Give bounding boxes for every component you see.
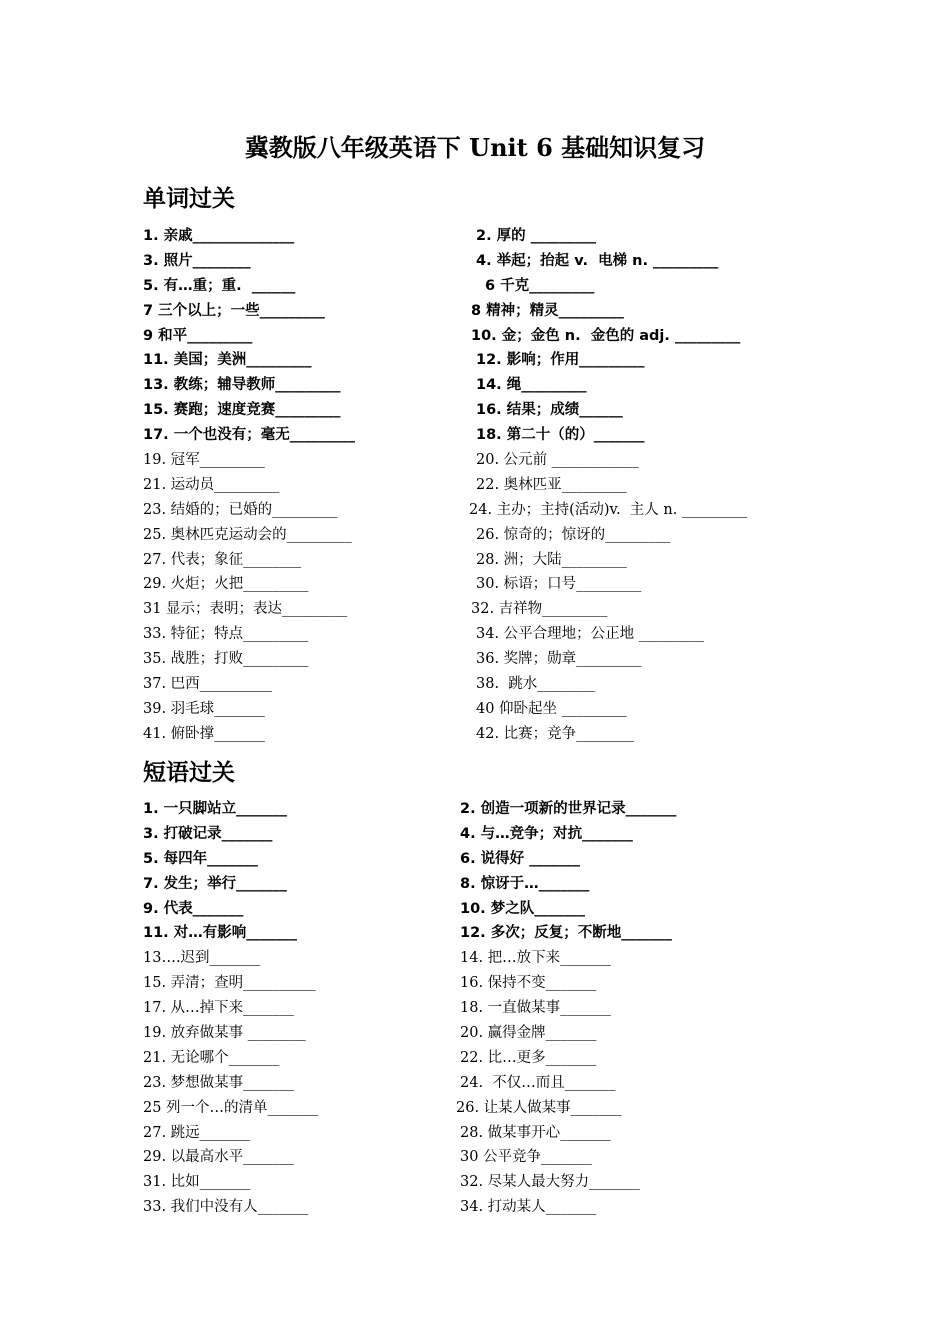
phrase-item: 4. 与…竞争；对抗_______ — [460, 825, 633, 842]
vocab-item: 15. 赛跑；速度竞赛_________ — [143, 402, 341, 419]
vocab-item: 20. 公元前 ____________ — [476, 452, 639, 469]
page-title: 冀教版八年级英语下 Unit 6 基础知识复习 — [244, 133, 706, 162]
vocab-item: 6 千克_________ — [485, 277, 595, 294]
section-heading-phrases: 短语过关 — [143, 759, 235, 786]
phrase-item: 12. 多次；反复；不断地_______ — [460, 925, 672, 942]
vocab-item: 30. 标语；口号_________ — [476, 576, 642, 593]
vocab-item: 3. 照片________ — [143, 252, 251, 269]
phrase-item: 22. 比…更多_______ — [460, 1049, 597, 1066]
vocab-item: 28. 洲；大陆_________ — [476, 551, 627, 568]
section-heading-vocabulary: 单词过关 — [143, 185, 235, 212]
vocab-item: 13. 教练；辅导教师_________ — [143, 377, 341, 394]
vocab-item: 10. 金；金色 n. 金色的 adj. _________ — [471, 327, 741, 344]
phrase-item: 15. 弄清；查明__________ — [143, 975, 316, 992]
phrase-item: 14. 把…放下来_______ — [460, 950, 611, 967]
phrase-item: 25 列一个…的清单_______ — [143, 1099, 319, 1116]
phrase-item: 18. 一直做某事_______ — [460, 1000, 611, 1017]
phrase-item: 31. 比如_______ — [143, 1174, 251, 1191]
vocab-item: 31 显示；表明；表达_________ — [143, 601, 348, 618]
vocab-item: 21. 运动员_________ — [143, 476, 280, 493]
vocab-item: 11. 美国；美洲_________ — [143, 352, 312, 369]
vocab-item: 36. 奖牌；勋章_________ — [476, 651, 642, 668]
vocab-item: 42. 比赛；竞争________ — [476, 725, 635, 742]
phrase-item: 10. 梦之队_______ — [460, 900, 585, 917]
phrase-item: 3. 打破记录_______ — [143, 825, 273, 842]
phrase-item: 27. 跳远_______ — [143, 1124, 251, 1141]
vocab-item: 8 精神；精灵_________ — [471, 302, 624, 319]
vocab-item: 39. 羽毛球_______ — [143, 700, 265, 717]
phrase-item: 8. 惊讶于…_______ — [460, 875, 590, 892]
vocab-item: 37. 巴西__________ — [143, 676, 273, 693]
vocab-item: 17. 一个也没有；毫无_________ — [143, 427, 355, 444]
phrase-item: 1. 一只脚站立_______ — [143, 801, 287, 817]
phrase-item: 23. 梦想做某事_______ — [143, 1074, 294, 1091]
phrase-item: 29. 以最高水平_______ — [143, 1149, 294, 1166]
vocab-item: 23. 结婚的；已婚的_________ — [143, 501, 338, 518]
vocab-item: 40 仰卧起坐 _________ — [476, 700, 627, 717]
vocab-item: 35. 战胜；打败_________ — [143, 651, 309, 668]
vocab-item: 33. 特征；特点_________ — [143, 626, 309, 643]
phrase-item: 21. 无论哪个_______ — [143, 1049, 280, 1066]
phrase-item: 24. 不仅…而且_______ — [460, 1074, 616, 1091]
phrase-item: 19. 放弃做某事 ________ — [143, 1025, 306, 1042]
phrase-item: 5. 每四年_______ — [143, 850, 258, 867]
phrase-item: 16. 保持不变_______ — [460, 975, 597, 992]
vocab-item: 29. 火炬；火把_________ — [143, 576, 309, 593]
phrase-item: 6. 说得好 _______ — [460, 850, 580, 867]
vocab-item: 2. 厚的 _________ — [476, 228, 596, 244]
phrase-item: 13….迟到_______ — [143, 950, 261, 967]
vocab-item: 18. 第二十（的）_______ — [476, 427, 645, 444]
phrases-list — [143, 797, 833, 1220]
phrase-item: 2. 创造一项新的世界记录_______ — [460, 801, 677, 817]
phrase-item: 17. 从…掉下来_______ — [143, 1000, 294, 1017]
vocab-item: 16. 结果；成绩______ — [476, 402, 623, 419]
vocab-item: 41. 俯卧撑_______ — [143, 725, 265, 742]
vocab-item: 27. 代表；象征________ — [143, 551, 302, 568]
vocab-item: 12. 影响；作用_________ — [476, 352, 645, 369]
phrase-item: 28. 做某事开心_______ — [460, 1124, 611, 1141]
phrase-item: 26. 让某人做某事_______ — [456, 1099, 622, 1116]
vocabulary-list — [143, 224, 833, 747]
phrase-item: 9. 代表_______ — [143, 900, 244, 917]
phrase-item: 33. 我们中没有人_______ — [143, 1199, 309, 1216]
vocab-item: 1. 亲戚______________ — [143, 228, 295, 244]
vocab-item: 7 三个以上；一些_________ — [143, 302, 325, 319]
vocab-item: 4. 举起；抬起 v. 电梯 n. _________ — [476, 252, 719, 269]
phrase-item: 34. 打动某人_______ — [460, 1199, 597, 1216]
phrase-item: 11. 对…有影响_______ — [143, 925, 297, 942]
vocab-item: 22. 奥林匹亚_________ — [476, 476, 627, 493]
vocab-item: 14. 绳_________ — [476, 377, 587, 394]
phrase-item: 30 公平竞争_______ — [460, 1149, 592, 1166]
vocab-item: 25. 奥林匹克运动会的_________ — [143, 526, 352, 543]
vocab-item: 26. 惊奇的；惊讶的_________ — [476, 526, 671, 543]
phrase-item: 7. 发生；举行_______ — [143, 875, 287, 892]
phrase-item: 32. 尽某人最大努力_______ — [460, 1174, 640, 1191]
phrase-item: 20. 赢得金牌_______ — [460, 1025, 597, 1042]
vocab-item: 19. 冠军_________ — [143, 452, 265, 469]
vocab-item: 5. 有…重；重. ______ — [143, 277, 296, 294]
vocab-item: 9 和平_________ — [143, 327, 253, 344]
vocab-item: 34. 公平合理地；公正地 _________ — [476, 626, 705, 643]
vocab-item: 32. 吉祥物_________ — [471, 601, 608, 618]
vocab-item: 38. 跳水________ — [476, 676, 596, 693]
vocab-item: 24. 主办；主持(活动)v. 主人 n. _________ — [469, 501, 748, 518]
